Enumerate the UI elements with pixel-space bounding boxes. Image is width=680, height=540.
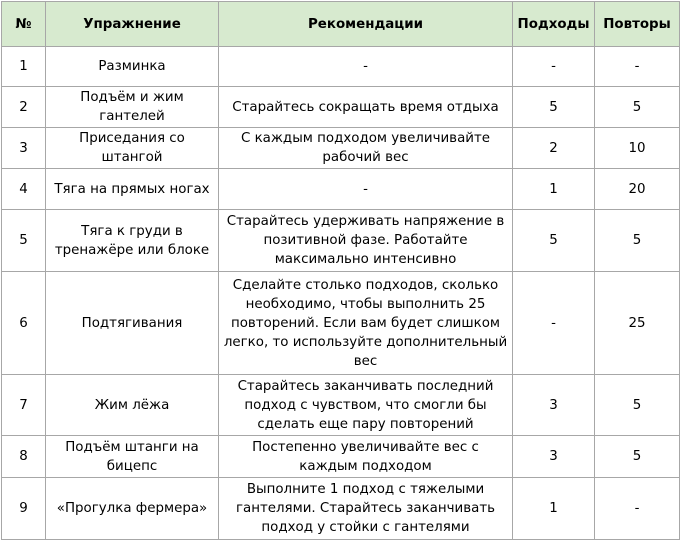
cell-reps: 5	[595, 87, 680, 128]
cell-number: 4	[2, 169, 46, 210]
cell-number: 1	[2, 47, 46, 87]
header-exercise: Упражнение	[46, 2, 219, 47]
cell-sets: 1	[513, 478, 595, 540]
cell-exercise: Приседания со штангой	[46, 128, 219, 169]
workout-table	[1, 1, 680, 540]
cell-sets: 1	[513, 169, 595, 210]
cell-recommendation: Старайтесь удерживать напряжение в позитивной фазе. Работайте максимально интенсивно	[219, 210, 513, 272]
cell-number: 2	[2, 87, 46, 128]
cell-reps: 10	[595, 128, 680, 169]
cell-recommendation: С каждым подходом увеличивайте рабочий вес	[219, 128, 513, 169]
cell-number: 6	[2, 272, 46, 375]
cell-recommendation: Старайтесь заканчивать последний подход с чувством, что смогли бы сделать еще пару повторений	[219, 375, 513, 436]
table-row	[2, 478, 680, 540]
cell-sets: 2	[513, 128, 595, 169]
cell-exercise: Жим лёжа	[46, 375, 219, 436]
cell-recommendation: Постепенно увеличивайте вес с каждым подходом	[219, 436, 513, 478]
table-row	[2, 169, 680, 210]
cell-number: 8	[2, 436, 46, 478]
cell-reps: 5	[595, 436, 680, 478]
cell-sets: -	[513, 47, 595, 87]
cell-number: 5	[2, 210, 46, 272]
cell-exercise: «Прогулка фермера»	[46, 478, 219, 540]
table-row	[2, 272, 680, 375]
header-recommendations: Рекомендации	[219, 2, 513, 47]
cell-sets: -	[513, 272, 595, 375]
cell-reps: -	[595, 478, 680, 540]
cell-exercise: Тяга к груди в тренажёре или блоке	[46, 210, 219, 272]
header-row	[2, 2, 680, 47]
cell-exercise: Подтягивания	[46, 272, 219, 375]
cell-exercise: Тяга на прямых ногах	[46, 169, 219, 210]
cell-sets: 5	[513, 210, 595, 272]
cell-exercise: Разминка	[46, 47, 219, 87]
header-number: №	[2, 2, 46, 47]
table-row	[2, 210, 680, 272]
cell-reps: -	[595, 47, 680, 87]
cell-reps: 5	[595, 375, 680, 436]
table-row	[2, 375, 680, 436]
cell-reps: 5	[595, 210, 680, 272]
table-row	[2, 436, 680, 478]
cell-number: 7	[2, 375, 46, 436]
header-sets: Подходы	[513, 2, 595, 47]
cell-recommendation: -	[219, 169, 513, 210]
cell-reps: 20	[595, 169, 680, 210]
cell-number: 3	[2, 128, 46, 169]
cell-sets: 3	[513, 436, 595, 478]
cell-recommendation: Сделайте столько подходов, сколько необходимо, чтобы выполнить 25 повторений. Если вам будет слишком легко, то используйте дополнительный вес	[219, 272, 513, 375]
header-reps: Повторы	[595, 2, 680, 47]
cell-sets: 5	[513, 87, 595, 128]
cell-recommendation: Выполните 1 подход с тяжелыми гантелями. Старайтесь заканчивать подход у стойки с гантелями	[219, 478, 513, 540]
cell-recommendation: -	[219, 47, 513, 87]
table-row	[2, 128, 680, 169]
cell-recommendation: Старайтесь сокращать время отдыха	[219, 87, 513, 128]
cell-exercise: Подъём и жим гантелей	[46, 87, 219, 128]
table-row	[2, 87, 680, 128]
cell-sets: 3	[513, 375, 595, 436]
cell-reps: 25	[595, 272, 680, 375]
cell-exercise: Подъём штанги на бицепс	[46, 436, 219, 478]
cell-number: 9	[2, 478, 46, 540]
table-row	[2, 47, 680, 87]
